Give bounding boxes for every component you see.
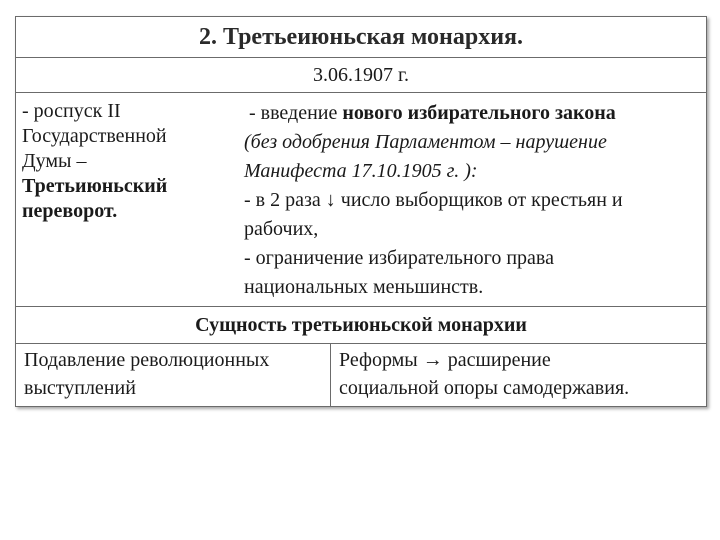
page-title: 2. Третьеиюньская монархия. — [198, 23, 524, 50]
essence-details-row — [16, 344, 706, 406]
right-line-1 — [244, 99, 700, 128]
events-row — [16, 93, 706, 307]
right-italic-1: (без одобрения Парламентом – нарушение — [244, 131, 607, 153]
essence-row — [16, 307, 706, 344]
right-item-3a: - ограничение избирательного права — [244, 247, 554, 269]
reforms-cell — [331, 344, 706, 406]
duma-dissolution-cell — [16, 93, 236, 306]
monarchy-table — [15, 16, 707, 407]
left-bold-2: переворот. — [22, 200, 118, 222]
left-line-3: Думы – — [22, 150, 87, 172]
right-bold-text: нового избирательного закона — [342, 102, 616, 124]
date-row — [16, 58, 706, 93]
electoral-law-cell — [236, 93, 706, 306]
date-label: 3.06.1907 г. — [313, 63, 409, 86]
reforms-line-2: социальной опоры самодержавия. — [339, 377, 630, 399]
left-line-2: Государственной — [22, 125, 167, 147]
left-bold-1: Третьиюньский — [22, 175, 168, 197]
essence-heading: Сущность третьиюньской монархии — [195, 313, 527, 336]
right-item-2a: - в 2 раза ↓ число выборщиков от крестьян и — [244, 189, 623, 211]
right-prefix: - введение — [244, 102, 343, 124]
reforms-line-1: Реформы → расширение — [339, 349, 551, 371]
suppression-cell — [16, 344, 331, 406]
right-italic-2: Манифеста 17.10.1905 г. ): — [244, 160, 478, 182]
right-item-3b: национальных меньшинств. — [244, 276, 484, 298]
title-row — [16, 17, 706, 58]
suppression-line-2: выступлений — [24, 377, 136, 399]
left-line-1: - роспуск II — [22, 100, 121, 122]
right-item-2b: рабочих, — [244, 218, 319, 240]
suppression-line-1: Подавление революционных — [24, 349, 270, 371]
